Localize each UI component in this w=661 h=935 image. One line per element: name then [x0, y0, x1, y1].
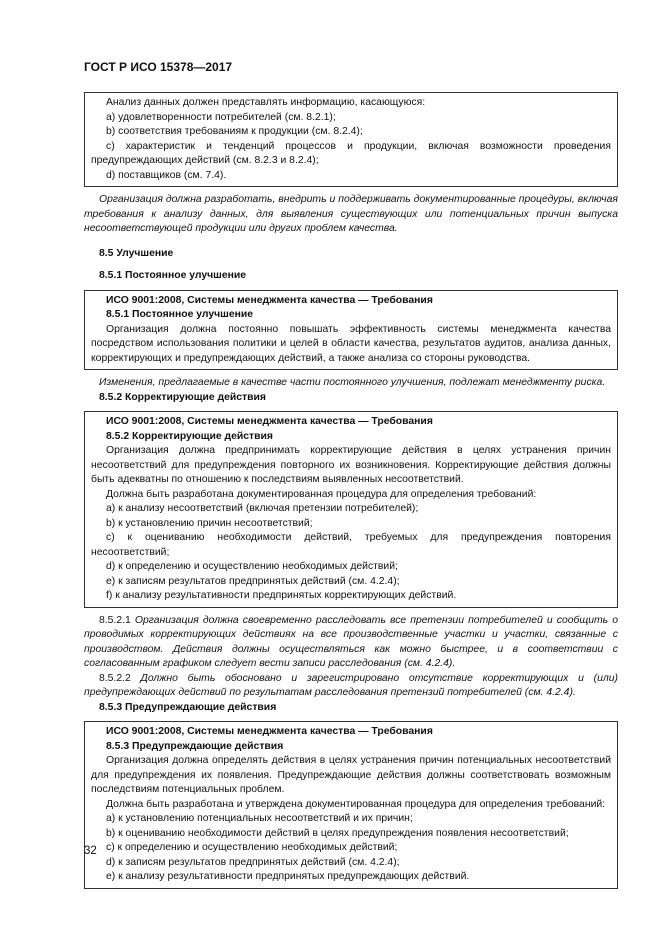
changes-paragraph: Изменения, предлагаемые в качестве части постоянного улучшения, подлежат менеджменту риска.	[99, 377, 606, 388]
list-item: c) к определению и осуществлению необходимых действий;	[106, 842, 398, 853]
subsection-heading: 8.5.1 Постоянное улучшение	[99, 270, 247, 281]
clause-8-5-2-1	[84, 614, 618, 672]
clause-8-5-2-2	[84, 672, 618, 701]
iso-quote-box-8-5-3	[84, 721, 618, 889]
box-text: Должна быть разработана документированная процедура для определения требований:	[106, 488, 537, 500]
list-item: d) к записям результатов предпринятых действий (см. 4.2.4);	[106, 856, 400, 868]
list-item: c) к оцениванию необходимости действий, требуемых для предупреждения повторения несоответствий;	[91, 532, 611, 558]
document-header: ГОСТ Р ИСО 15378—2017	[84, 60, 233, 74]
clause-text: Должно быть обосновано и зарегистрировано отсутствие корректирующих и (или) предупреждающих действий по результатам расследования претензий потребителей (см. 4.2.4).	[84, 672, 619, 698]
clause-number: 8.5.2.2	[99, 672, 131, 684]
list-item: b) соответствия требованиям к продукции (см. 8.2.4);	[106, 126, 363, 137]
box-intro: Анализ данных должен представлять информацию, касающуюся:	[106, 97, 426, 108]
list-item: e) к анализу результативности предпринятых предупреждающих действий.	[106, 871, 470, 882]
list-item: a) удовлетворенности потребителей (см. 8.2.1);	[106, 111, 336, 123]
list-item: d) к определению и осуществлению необходимых действий;	[106, 561, 398, 572]
box-text: Должна быть разработана и утверждена документированная процедура для определения требований:	[106, 798, 606, 810]
clause-text: Организация должна своевременно расследовать все претензии потребителей и сообщить о проводимых корректирующих действиях на все производственные участки и участки, связанные с производством. Действия должны осуществляться как можно быстрее, и в соответствии с согласованным графиком следует вести записи расследования (см. 4.2.4).	[84, 614, 618, 669]
subsection-heading: 8.5.2 Корректирующие действия	[99, 391, 266, 403]
data-analysis-box	[84, 92, 618, 187]
box-subtitle: 8.5.3 Предупреждающие действия	[106, 740, 284, 752]
box-subtitle: 8.5.1 Постоянное улучшение	[106, 309, 254, 320]
box-text: Организация должна предпринимать корректирующие действия в целях устранения причин несоответствий для предупреждения повторного их возникновения. Корректирующие действия должны быть адекватны по отношению к последствиям выявленных несоответствий.	[91, 445, 611, 485]
subsection-heading: 8.5.3 Предупреждающие действия	[99, 701, 277, 713]
iso-quote-box-8-5-2	[84, 411, 618, 608]
list-item: b) к установлению причин несоответствий;	[106, 517, 313, 529]
box-subtitle: 8.5.2 Корректирующие действия	[106, 430, 273, 442]
organization-paragraph: Организация должна разработать, внедрить и поддерживать документированные процедуры, включая требования к анализу данных, для выявления существующих или потенциальных причин выпуска несоответствующей продукции или других проблем качества.	[84, 194, 618, 234]
clause-number: 8.5.2.1	[99, 614, 131, 626]
box-text: Организация должна определять действия в целях устранения причин потенциальных несоответствий для предупреждения их появления. Предупреждающие действия должны соответствовать возможным последствиям потенциальных проблем.	[91, 755, 611, 795]
list-item: d) поставщиков (см. 7.4).	[106, 169, 227, 181]
iso-quote-box-8-5-1	[84, 290, 618, 371]
box-text: Организация должна постоянно повышать эффективность системы менеджмента качества посредством использования политики и целей в области качества, результатов аудитов, анализа данных, корректирующих и предупреждающих действий, а также анализа со стороны руководства.	[91, 323, 611, 364]
box-standard-title: ИСО 9001:2008, Системы менеджмента качества — Требования	[106, 294, 433, 306]
box-standard-title: ИСО 9001:2008, Системы менеджмента качества — Требования	[106, 416, 433, 427]
list-item: b) к оцениванию необходимости действий в целях предупреждения появления несоответствий;	[106, 827, 569, 839]
page-content	[84, 92, 618, 895]
page-number: 32	[84, 845, 97, 857]
list-item: e) к записям результатов предпринятых действий (см. 4.2.4);	[106, 575, 400, 587]
list-item: a) к установлению потенциальных несоответствий и их причин;	[106, 813, 413, 824]
list-item: a) к анализу несоответствий (включая претензии потребителей);	[106, 503, 419, 514]
box-standard-title: ИСО 9001:2008, Системы менеджмента качества — Требования	[106, 726, 433, 737]
list-item: c) характеристик и тенденций процессов и продукции, включая возможности проведения предупреждающих действий (см. 8.2.3 и 8.2.4);	[91, 140, 611, 166]
section-heading: 8.5 Улучшение	[99, 247, 174, 259]
list-item: f) к анализу результативности предпринятых корректирующих действий.	[106, 590, 457, 601]
